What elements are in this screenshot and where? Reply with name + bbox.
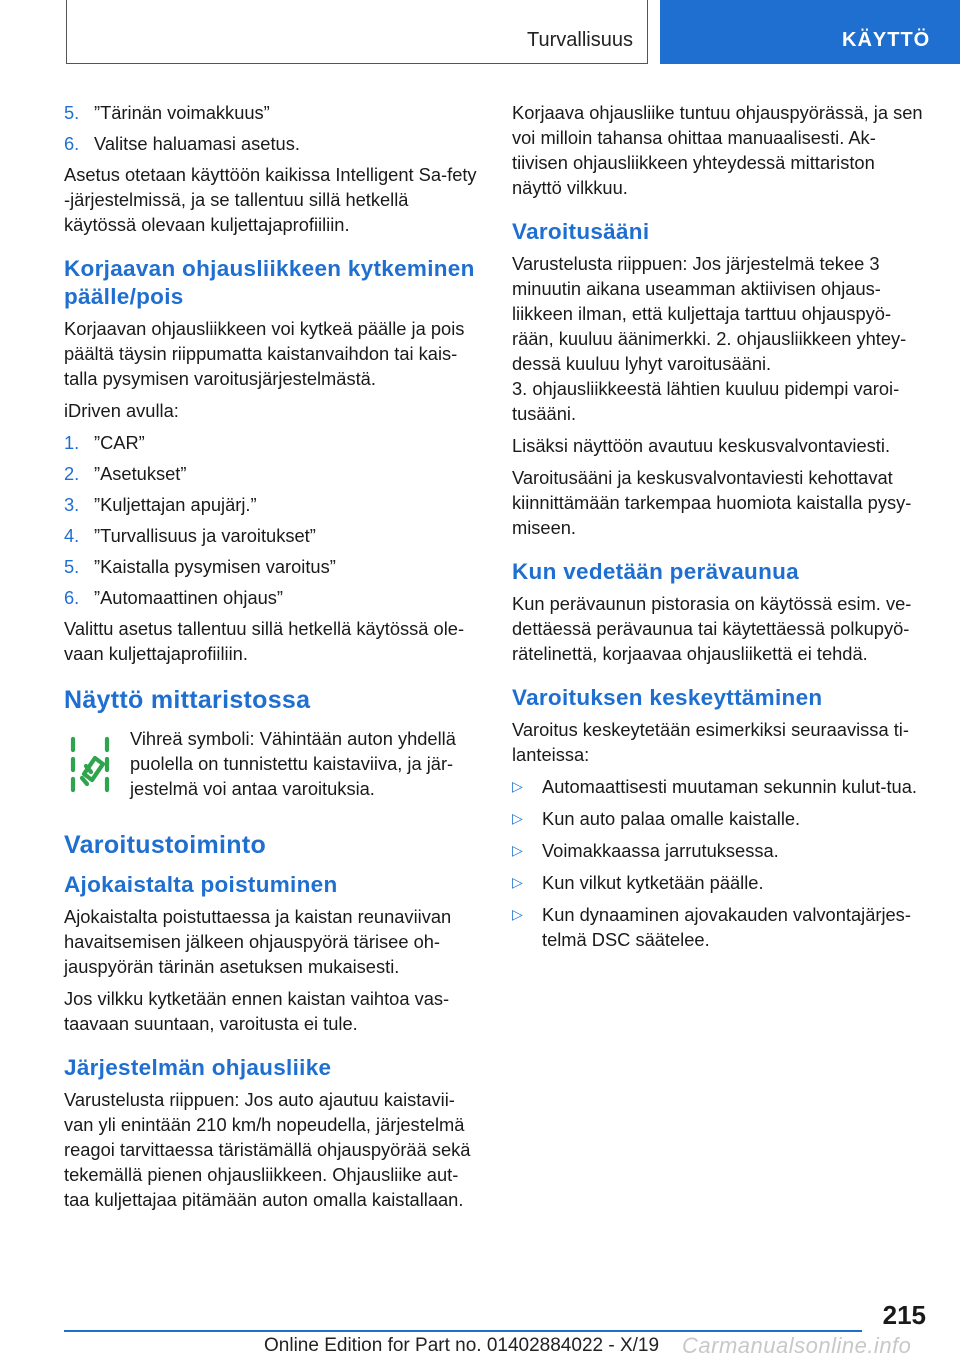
paragraph: iDriven avulla: xyxy=(64,400,179,421)
heading-korjaavan: Korjaavan ohjausliikkeen kytkeminen päälle/pois xyxy=(64,256,475,309)
paragraph: Valittu asetus tallentuu sillä hetkellä käytössä ole‐vaan kuljettajaprofiiliin. xyxy=(64,618,465,664)
list-text: ”Automaattinen ohjaus” xyxy=(94,587,284,608)
heading-varoitustoiminto: Varoitustoiminto xyxy=(64,831,267,859)
symbol-block xyxy=(64,726,480,801)
list-number: 2. xyxy=(64,463,80,484)
paragraph: Asetus otetaan käyttöön kaikissa Intelligent Sa‐fety ‐järjestelmissä, ja se tallentuu sillä hetkellä käytössä olevaan kuljettajaprofiiliin. xyxy=(64,164,477,235)
list-number: 5. xyxy=(64,102,80,123)
triangle-bullet-icon: ▷ xyxy=(512,778,523,794)
list-text: ”Asetukset” xyxy=(94,463,187,484)
paragraph: Varoitus keskeytetään esimerkiksi seuraavissa ti‐lanteissa: xyxy=(512,719,909,765)
bullet-item xyxy=(512,806,928,831)
lane-departure-green-icon xyxy=(68,736,112,794)
heading-varoitusaani: Varoitusääni xyxy=(512,219,650,244)
list-number: 4. xyxy=(64,525,80,546)
paragraph: Varustelusta riippuen: Jos järjestelmä tekee 3 minuutin aikana useamman aktiivisen ohjaus‐liikkeen ilman, että kuljettaja tarttuu ohjauspyö‐rään, kuuluu äänimerkki. 2. ohjausliikkeen yhtey‐dessä kuuluu lyhyt varoitusääni. xyxy=(512,253,907,374)
heading-kun-vedetaan: Kun vedetään perävaunua xyxy=(512,559,799,584)
paragraph: Ajokaistalta poistuttaessa ja kaistan reunaviivan havaitsemisen jälkeen ohjauspyörä tärisee oh‐jauspyörän tärinän asetuksen mukaisesti. xyxy=(64,906,452,977)
triangle-bullet-icon: ▷ xyxy=(512,842,523,858)
menu-list-item xyxy=(64,523,480,548)
page-number: 215 xyxy=(882,1300,926,1330)
list-text: ”Kuljettajan apujärj.” xyxy=(94,494,257,515)
paragraph: Varustelusta riippuen: Jos auto ajautuu kaistavii‐van yli enintään 210 km/h nopeudella, järjestelmä reagoi tarvittaessa täristämällä ohjauspyörää sekä tekemällä pienen ohjausliikkeen. Ohjausliike aut‐taa kuljettajaa pitämään auton omalla kaistallaan. xyxy=(64,1089,471,1210)
footer-divider xyxy=(64,1330,862,1332)
list-number: 5. xyxy=(64,556,80,577)
header-section-tab: KÄYTTÖ xyxy=(660,0,960,64)
heading-ajokaistalta: Ajokaistalta poistuminen xyxy=(64,872,338,897)
list-number: 3. xyxy=(64,494,80,515)
menu-list-item xyxy=(64,492,480,517)
left-column xyxy=(64,100,480,1219)
list-text: ”CAR” xyxy=(94,432,145,453)
bullet-item xyxy=(512,774,928,799)
triangle-bullet-icon: ▷ xyxy=(512,906,523,922)
paragraph: 3. ohjausliikkeestä lähtien kuuluu pidempi varoi‐tusääni. xyxy=(512,378,900,424)
paragraph: Kun perävaunun pistorasia on käytössä esim. ve‐dettäessä perävaunua tai käytettäessä polkupyö‐rätelinettä, korjaavaa ohjausliikettä ei tehdä. xyxy=(512,593,912,664)
list-text: Valitse haluamasi asetus. xyxy=(94,133,300,154)
list-text: ”Turvallisuus ja varoitukset” xyxy=(94,525,316,546)
list-number: 1. xyxy=(64,432,80,453)
bullet-text: Kun dynaaminen ajovakauden valvontajärjes‐telmä DSC säätelee. xyxy=(542,904,911,950)
list-number: 6. xyxy=(64,133,80,154)
bullet-text: Automaattisesti muutaman sekunnin kulut‐tua. xyxy=(542,776,917,797)
menu-list-item xyxy=(64,585,480,610)
heading-jarjestelman: Järjestelmän ohjausliike xyxy=(64,1055,332,1080)
bullet-text: Voimakkaassa jarrutuksessa. xyxy=(542,840,779,861)
list-text: ”Kaistalla pysymisen varoitus” xyxy=(94,556,336,577)
list-item xyxy=(64,100,480,125)
header-title-box xyxy=(66,0,648,64)
bullet-item xyxy=(512,838,928,863)
heading-naytto: Näyttö mittaristossa xyxy=(64,686,311,714)
heading-keskeyttaminen: Varoituksen keskeyttäminen xyxy=(512,685,823,710)
bullet-text: Kun vilkut kytketään päälle. xyxy=(542,872,764,893)
right-column xyxy=(512,100,928,959)
menu-list-item xyxy=(64,461,480,486)
list-text: ”Tärinän voimakkuus” xyxy=(94,102,270,123)
watermark: Carmanualsonline.info xyxy=(682,1333,912,1358)
menu-list-item xyxy=(64,430,480,455)
paragraph: Lisäksi näyttöön avautuu keskusvalvontaviesti. xyxy=(512,435,891,456)
bullet-item xyxy=(512,870,928,895)
footer-edition: Online Edition for Part no. 01402884022 - X/19 xyxy=(264,1335,660,1356)
bullet-item xyxy=(512,902,928,952)
list-number: 6. xyxy=(64,587,80,608)
paragraph: Korjaavan ohjausliikkeen voi kytkeä päälle ja pois päältä täysin riippumatta kaistanvaihdon tai kais‐talla pysymisen varoitusjärjestelmästä. xyxy=(64,318,465,389)
symbol-description: Vihreä symboli: Vähintään auton yhdellä puolella on tunnistettu kaistaviiva, ja jär‐jestelmä voi antaa varoituksia. xyxy=(130,728,456,799)
paragraph: Korjaava ohjausliike tuntuu ohjauspyörässä, ja sen voi milloin tahansa ohittaa manuaalisesti. Ak‐tiivisen ohjausliikkeen yhteydessä mittariston näyttö vilkkuu. xyxy=(512,102,923,198)
triangle-bullet-icon: ▷ xyxy=(512,874,523,890)
bullet-text: Kun auto palaa omalle kaistalle. xyxy=(542,808,801,829)
triangle-bullet-icon: ▷ xyxy=(512,810,523,826)
paragraph: Jos vilkku kytketään ennen kaistan vaihtoa vas‐taavaan suuntaan, varoitusta ei tule. xyxy=(64,988,450,1034)
list-item xyxy=(64,131,480,156)
header-title: Turvallisuus xyxy=(527,29,633,51)
paragraph: Varoitusääni ja keskusvalvontaviesti kehottavat kiinnittämään tarkempaa huomiota kaistalla pysy‐miseen. xyxy=(512,467,912,538)
menu-list-item xyxy=(64,554,480,579)
